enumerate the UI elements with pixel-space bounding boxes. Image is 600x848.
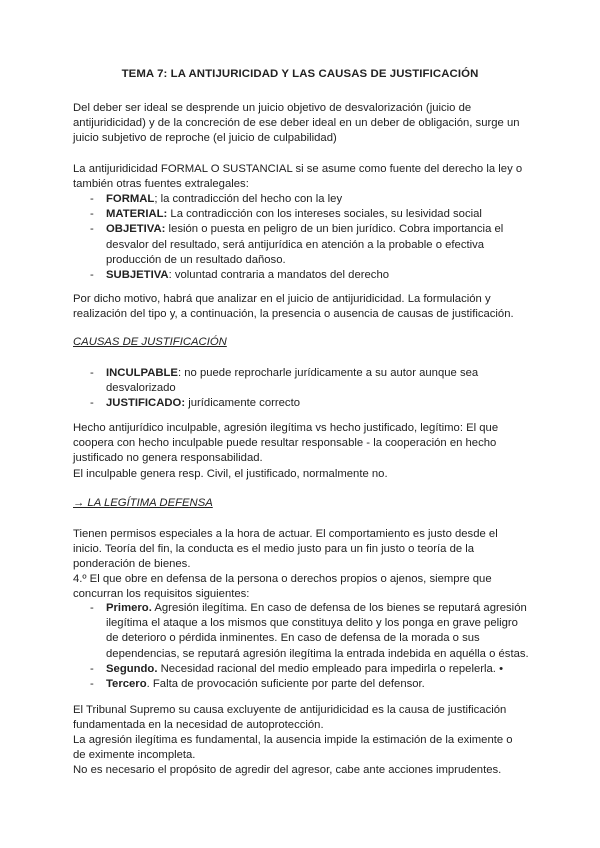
list-item: - FORMAL; la contradicción del hecho con la ley [90, 193, 343, 205]
paragraph-inculpable: El inculpable genera resp. Civil, el justificado, normalmente no. [73, 468, 388, 480]
list-causas [73, 366, 533, 412]
list-requisitos [73, 601, 533, 692]
paragraph-tribunal-supremo: El Tribunal Supremo su causa excluyente de antijuridicidad es la causa de justificación fundamentada en la necesidad de autoprotección. [73, 704, 507, 732]
paragraph-antijuridicidad: La antijuridicidad FORMAL O SUSTANCIAL si se asume como fuente del derecho la ley o también otras fuentes extralegales: [73, 163, 523, 191]
list-item: - Segundo. Necesidad racional del medio empleado para impedirla o repelerla. • [90, 662, 504, 675]
paragraph-hecho-antijuridico: Hecho antijurídico inculpable, agresión ilegítima vs hecho justificado, legítimo: El que coopera con hecho inculpable puede resultar responsable - la cooperación en hecho justificado no genera responsabilidad. [73, 422, 499, 465]
list-tipos-antijuridicidad [73, 192, 533, 283]
paragraph-intro: Del deber ser ideal se desprende un juicio objetivo de desvalorización (juicio de antijuridicidad) y de la concreción de ese deber ideal en un deber de obligación, surge un juicio subjetivo de reproche (el juicio de culpabilidad) [73, 102, 520, 145]
paragraph-requisitos: 4.º El que obre en defensa de la persona o derechos propios o ajenos, siempre que concurran los requisitos siguientes: [73, 573, 492, 601]
list-item: - JUSTIFICADO: jurídicamente correcto [90, 397, 300, 410]
paragraph-proposito: No es necesario el propósito de agredir del agresor, cabe ante acciones imprudentes. [73, 764, 502, 776]
list-item: - INCULPABLE: no puede reprocharle jurídicamente a su autor aunque sea desvalorizado [90, 367, 479, 395]
paragraph-permisos: Tienen permisos especiales a la hora de actuar. El comportamiento es justo desde el inicio. Teoría del fin, la conducta es el medio justo para un fin justo o teoría de la ponderación de bienes. [73, 528, 498, 571]
paragraph-analisis: Por dicho motivo, habrá que analizar en el juicio de antijuridicidad. La formulación y realización del tipo y, a continuación, la presencia o ausencia de causas de justificación. [73, 293, 514, 321]
list-item: - Primero. Agresión ilegítima. En caso de defensa de los bienes se reputará agresión ilegítima el ataque a los mismos que constituya delito y los ponga en grave peligro de deterioro o pérdida inminentes. En caso de defensa de la morada o sus dependencias, se reputará agresión ilegítima la entrada indebida en aquélla o éstas. [90, 602, 529, 660]
page-title: TEMA 7: LA ANTIJURICIDAD Y LAS CAUSAS DE JUSTIFICACIÓN [121, 68, 479, 80]
section-heading-legitima-defensa: → LA LEGÍTIMA DEFENSA [73, 497, 213, 509]
list-item: - SUBJETIVA: voluntad contraria a mandatos del derecho [90, 269, 390, 282]
list-item: - MATERIAL: La contradicción con los intereses sociales, su lesividad social [90, 208, 482, 221]
paragraph-agresion-ilegitima: La agresión ilegítima es fundamental, la ausencia impide la estimación de la eximente o de eximente incompleta. [73, 734, 513, 762]
list-item: - OBJETIVA: lesión o puesta en peligro de un bien jurídico. Cobra importancia el desvalor del resultado, será antijurídica en atención a la probable o efectiva producción de un resultado dañoso. [90, 223, 504, 266]
list-item: - Tercero. Falta de provocación suficiente por parte del defensor. [90, 678, 425, 691]
section-heading-causas: CAUSAS DE JUSTIFICACIÓN [73, 336, 227, 348]
